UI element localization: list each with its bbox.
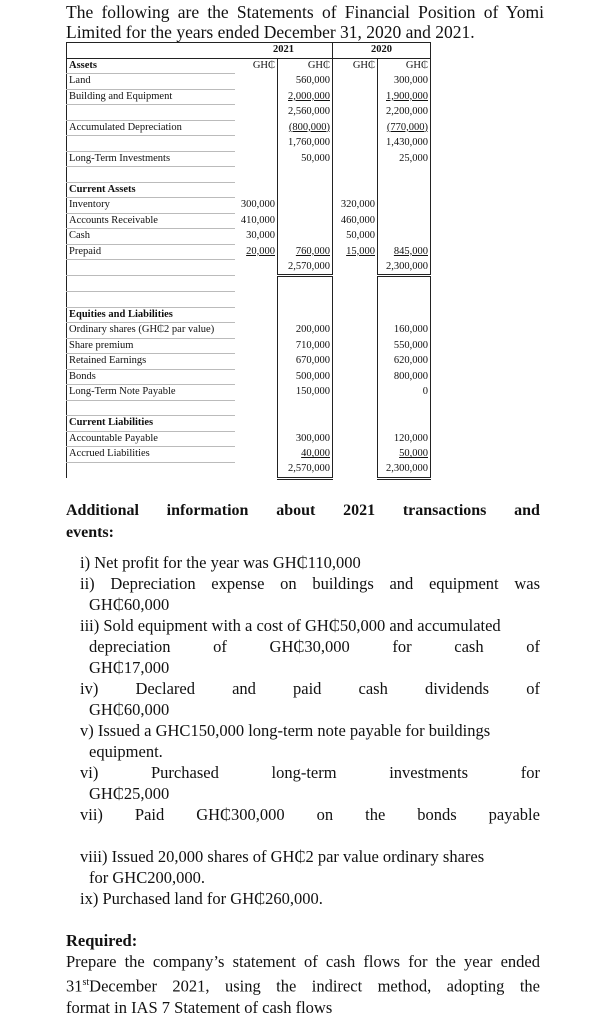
row-label: Land — [67, 74, 236, 90]
required-heading: Required: — [66, 931, 138, 950]
row-label: Long-Term Investments — [67, 151, 236, 167]
value-2020: 1,900,000 — [378, 89, 431, 105]
list-item: v) Issued a GHC150,000 long-term note payable for buildings — [80, 721, 491, 740]
currency: GH₵ — [333, 58, 378, 74]
value-2021: 20,000 — [235, 244, 278, 260]
list-item: iv) Declared and paid cash dividends of — [80, 679, 540, 698]
row-label: Cash — [67, 229, 236, 245]
list-item: ii) Depreciation expense on buildings and equipment was — [80, 574, 540, 593]
table-row — [67, 244, 431, 260]
section-header-row — [67, 307, 431, 323]
heading-word: transactions — [402, 502, 487, 519]
value-2020: 0 — [378, 385, 431, 401]
heading-word: and — [514, 502, 540, 519]
required-line: format in IAS 7 Statement of cash flows — [66, 997, 333, 1017]
year-2021: 2021 — [235, 43, 333, 59]
required-section — [66, 930, 540, 1018]
table-row — [67, 89, 431, 105]
value-2020: (770,000) — [378, 120, 431, 136]
additional-info-heading — [66, 500, 540, 544]
list-item: vii) Paid GH₵300,000 on the bonds payable — [80, 805, 540, 824]
list-item: GH₵60,000 — [89, 700, 170, 719]
value-2020: 320,000 — [333, 198, 378, 214]
value-2021: 500,000 — [278, 369, 333, 385]
value-2021: 300,000 — [278, 431, 333, 447]
list-item: i) Net profit for the year was GH₵110,000 — [80, 553, 361, 572]
total-row — [67, 462, 431, 478]
heading-word: information — [166, 502, 249, 519]
table-row — [67, 354, 431, 370]
value-2020: 120,000 — [378, 431, 431, 447]
table-row — [67, 74, 431, 90]
value-2020: 800,000 — [378, 369, 431, 385]
value-2021: 560,000 — [278, 74, 333, 90]
value-2020: 550,000 — [378, 338, 431, 354]
value-2021: 1,760,000 — [278, 136, 333, 152]
transaction-list — [80, 552, 540, 909]
currency: GH₵ — [235, 58, 278, 74]
value-2021: 2,560,000 — [278, 105, 333, 121]
required-line: 31stDecember 2021, using the indirect method, adopting the — [66, 976, 540, 996]
value-2021: 2,000,000 — [278, 89, 333, 105]
value-2021: 670,000 — [278, 354, 333, 370]
list-item: viii) Issued 20,000 shares of GH₵2 par value ordinary shares — [80, 847, 485, 866]
heading-word: 2021 — [343, 502, 376, 519]
value-2021: 150,000 — [278, 385, 333, 401]
section-header-row — [67, 416, 431, 432]
total-2021: 2,570,000 — [278, 260, 333, 276]
table-row — [67, 385, 431, 401]
current-assets-header: Current Assets — [67, 182, 236, 198]
table-row — [67, 136, 431, 152]
total-2020: 2,300,000 — [378, 260, 431, 276]
intro-line-1: The following are the Statements of Financial Position of Yomi — [66, 2, 544, 22]
row-label: Accumulated Depreciation — [67, 120, 236, 136]
subtotal-2021: 760,000 — [278, 244, 333, 260]
table-row — [67, 198, 431, 214]
value-2020: 2,200,000 — [378, 105, 431, 121]
table-row — [67, 447, 431, 463]
row-label: Accountable Payable — [67, 431, 236, 447]
value-2021: 200,000 — [278, 323, 333, 339]
table-row — [67, 105, 431, 121]
row-label: Ordinary shares (GH₵2 par value) — [67, 323, 236, 339]
assets-header: Assets — [67, 58, 236, 74]
value-2020: 300,000 — [378, 74, 431, 90]
row-label: Accrued Liabilities — [67, 447, 236, 463]
currency: GH₵ — [378, 58, 431, 74]
row-label: Accounts Receivable — [67, 213, 236, 229]
table-row — [67, 151, 431, 167]
required-line: Prepare the company’s statement of cash flows for the year ended — [66, 952, 540, 971]
list-item: equipment. — [89, 742, 163, 761]
row-label: Prepaid — [67, 244, 236, 260]
list-item: ix) Purchased land for GH₵260,000. — [80, 889, 323, 908]
total-row — [67, 260, 431, 276]
value-2021: (800,000) — [278, 120, 333, 136]
value-2020: 1,430,000 — [378, 136, 431, 152]
row-label: Share premium — [67, 338, 236, 354]
table-row — [67, 431, 431, 447]
value-2020: 620,000 — [378, 354, 431, 370]
value-2020: 25,000 — [378, 151, 431, 167]
intro-paragraph — [66, 2, 544, 42]
value-2020: 460,000 — [333, 213, 378, 229]
value-2021: 410,000 — [235, 213, 278, 229]
section-header-row — [67, 182, 431, 198]
value-2020: 160,000 — [378, 323, 431, 339]
equities-header: Equities and Liabilities — [67, 307, 236, 323]
table-row — [67, 120, 431, 136]
table-row — [67, 338, 431, 354]
value-2021: 40,000 — [278, 447, 333, 463]
table-row — [67, 229, 431, 245]
table-row — [67, 213, 431, 229]
heading-word: events: — [66, 524, 114, 541]
heading-word: about — [276, 502, 316, 519]
total-2021: 2,570,000 — [278, 462, 333, 478]
list-item: GH₵60,000 — [89, 595, 170, 614]
value-2021: 50,000 — [278, 151, 333, 167]
year-2020: 2020 — [333, 43, 431, 59]
table-row — [67, 369, 431, 385]
value-2020: 15,000 — [333, 244, 378, 260]
list-item: vi) Purchased long-term investments for — [80, 763, 540, 782]
subtotal-2020: 845,000 — [378, 244, 431, 260]
value-2020: 50,000 — [378, 447, 431, 463]
value-2020: 50,000 — [333, 229, 378, 245]
table-row — [67, 323, 431, 339]
list-item: GH₵17,000 — [89, 658, 170, 677]
list-item: depreciation of GH₵30,000 for cash of — [89, 637, 540, 656]
total-2020: 2,300,000 — [378, 462, 431, 478]
list-item: GH₵25,000 — [89, 784, 170, 803]
row-label: Building and Equipment — [67, 89, 236, 105]
currency: GH₵ — [278, 58, 333, 74]
year-header-row — [67, 43, 431, 59]
row-label: Inventory — [67, 198, 236, 214]
row-label: Bonds — [67, 369, 236, 385]
financial-position-table — [66, 42, 431, 480]
value-2021: 710,000 — [278, 338, 333, 354]
row-label: Long-Term Note Payable — [67, 385, 236, 401]
current-liabilities-header: Current Liabilities — [67, 416, 236, 432]
row-label: Retained Earnings — [67, 354, 236, 370]
heading-word: Additional — [66, 502, 139, 519]
value-2021: 300,000 — [235, 198, 278, 214]
currency-row — [67, 58, 431, 74]
intro-line-2: Limited for the years ended December 31, 2020 and 2021. — [66, 22, 475, 42]
value-2021: 30,000 — [235, 229, 278, 245]
list-item: for GHC200,000. — [89, 868, 205, 887]
list-item: iii) Sold equipment with a cost of GH₵50,000 and accumulated — [80, 616, 501, 635]
